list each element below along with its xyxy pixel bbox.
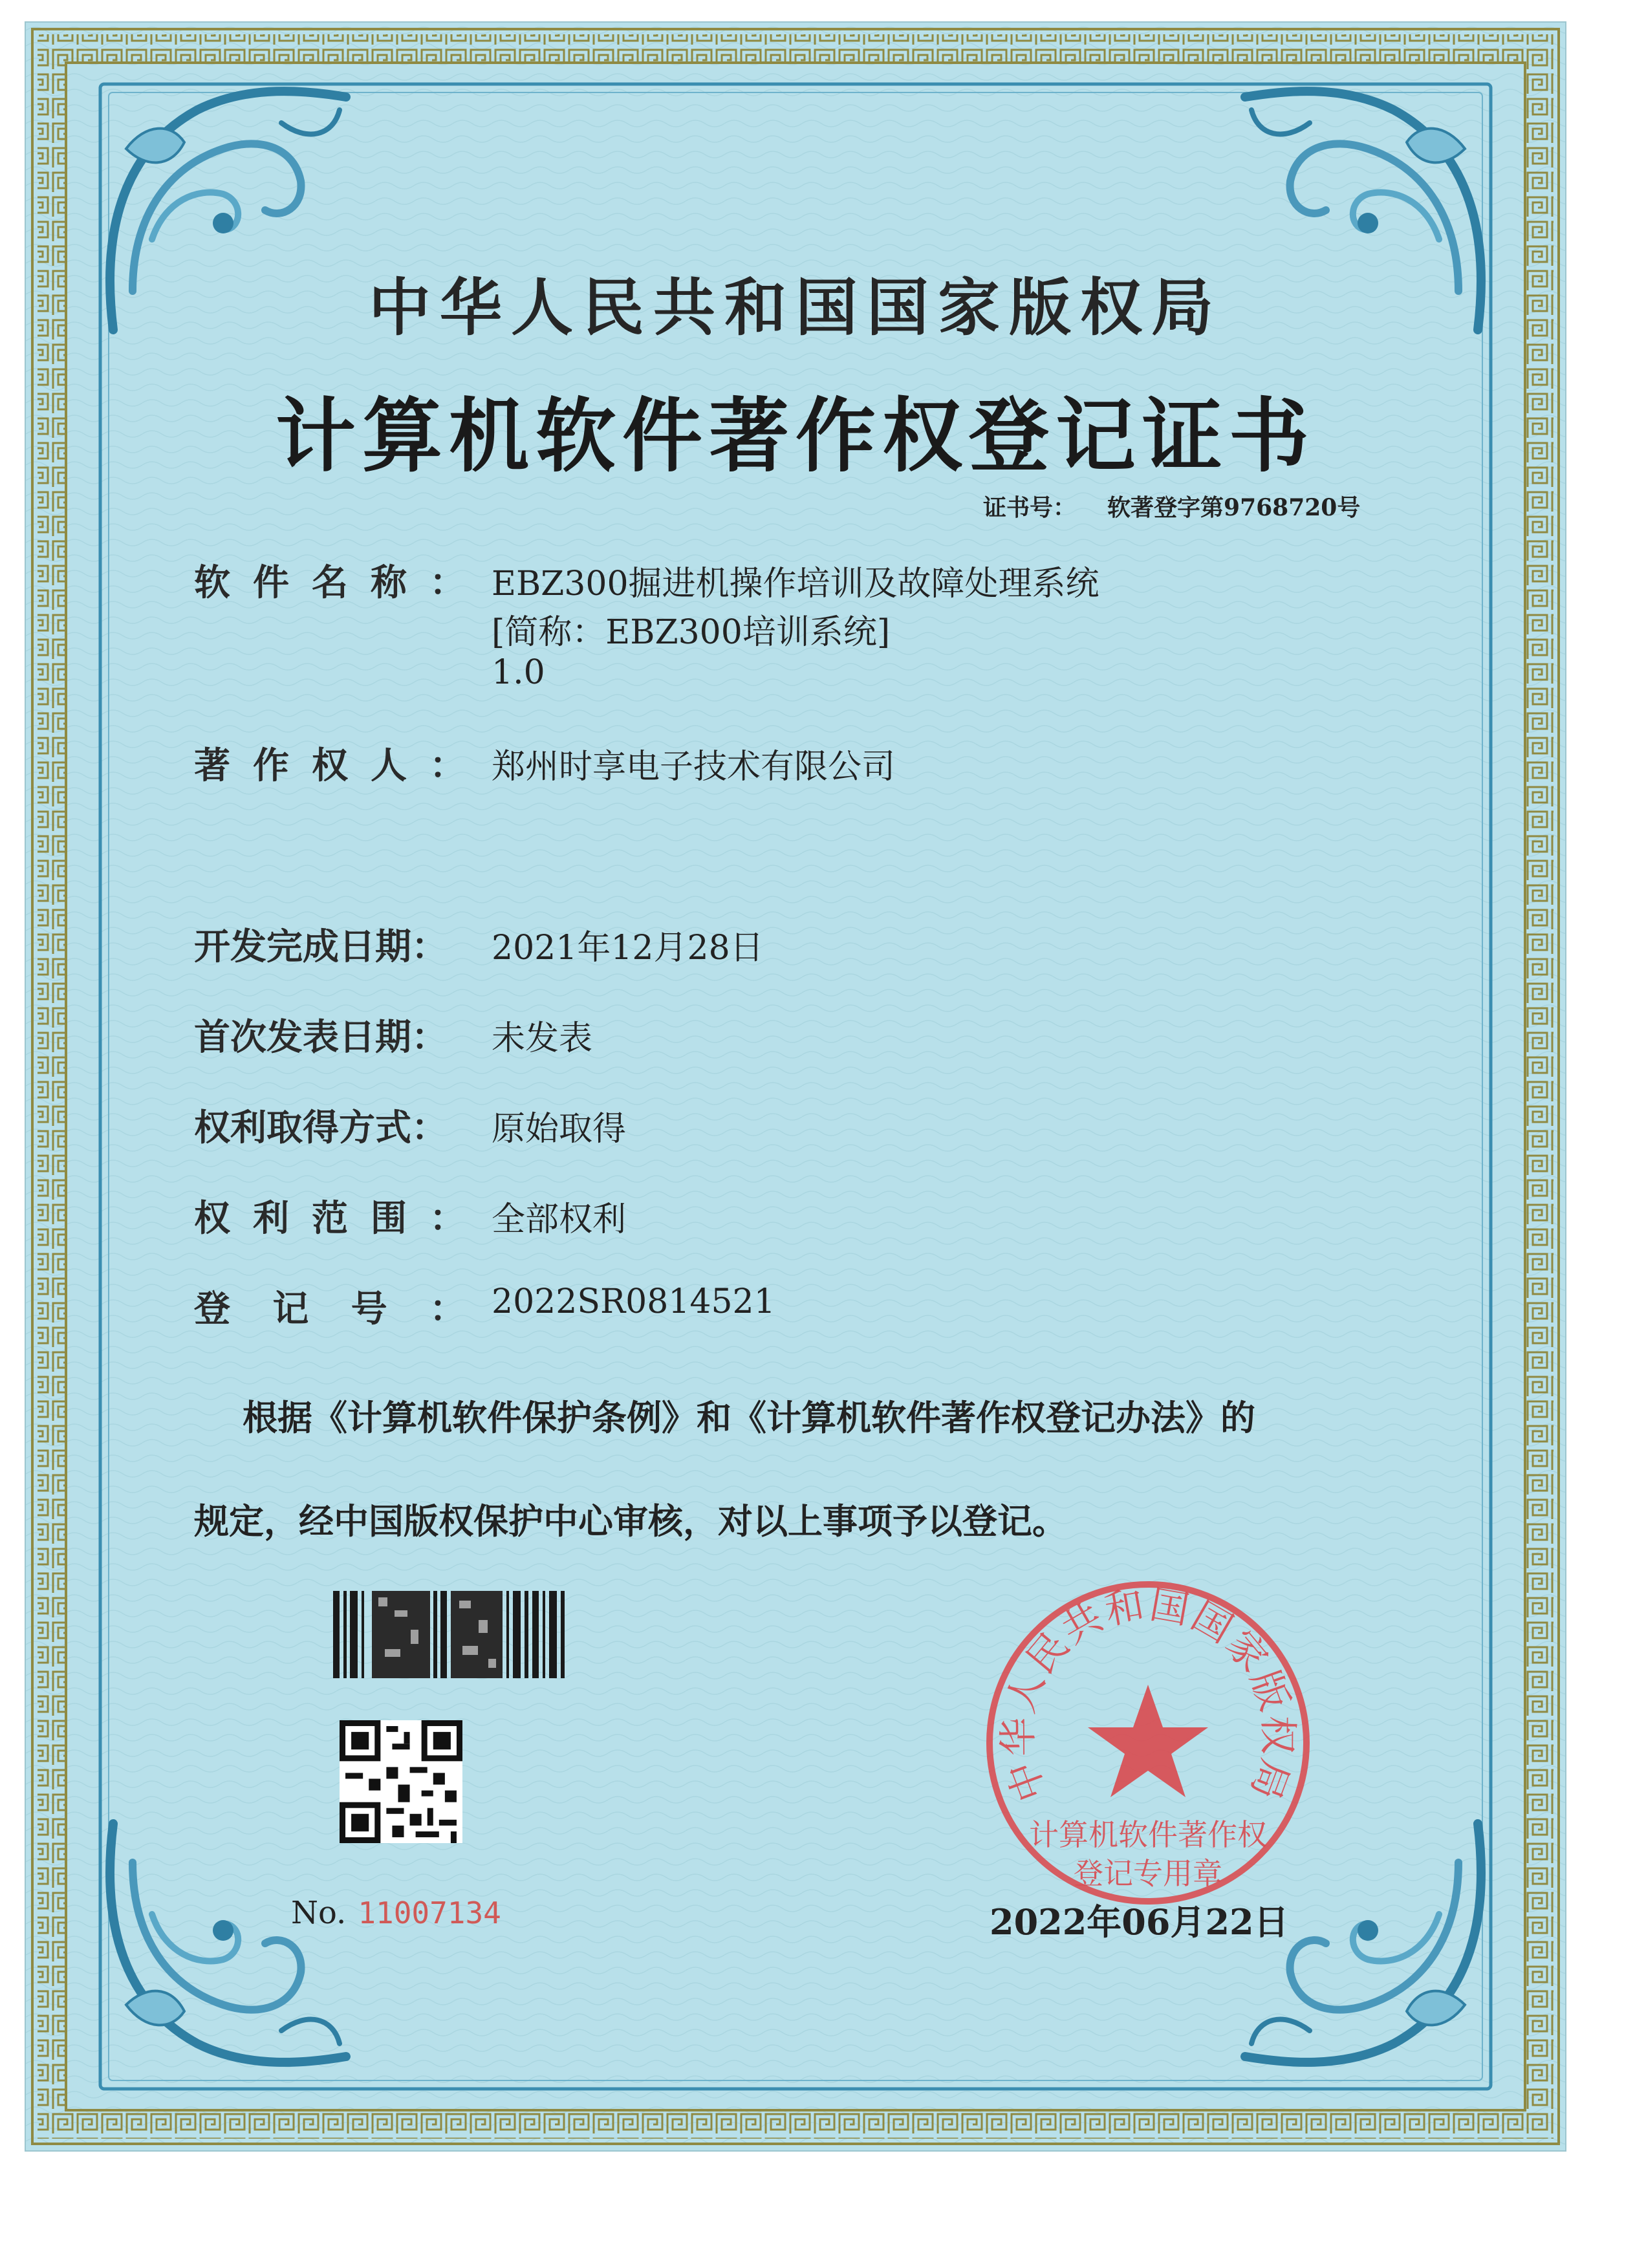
corner-ornament-bottom-left (87, 1798, 372, 2082)
completion-date-value: 2021年12月28日 (492, 929, 764, 967)
legal-basis-line-1: 根据《计算机软件保护条例》和《计算机软件著作权登记办法》的 (243, 1397, 1255, 1438)
acquisition-value: 原始取得 (492, 1110, 627, 1149)
software-name-value: EBZ300掘进机操作培训及故障处理系统 (492, 565, 1099, 603)
registration-number-value: 2022SR0814521 (492, 1282, 775, 1321)
official-seal (980, 1575, 1316, 1911)
barcode-icon (333, 1591, 569, 1678)
registration-number-label: 登 记 号 ： (194, 1288, 466, 1330)
serial-number (291, 1895, 501, 1931)
certificate-title: 计算机软件著作权登记证书 (275, 389, 1316, 483)
software-short-name-value: [简称：EBZ300培训系统] (492, 613, 891, 652)
first-publication-label: 首次发表日期： (194, 1016, 448, 1059)
certificate-number (983, 490, 1360, 523)
acquisition-label: 权利取得方式： (194, 1107, 448, 1149)
star-icon (1088, 1685, 1208, 1797)
serial-number-value: 11007134 (358, 1895, 501, 1930)
certificate (26, 23, 1565, 2150)
owner-label: 著 作 权 人 ： (194, 744, 466, 787)
issue-date: 2022年06月22日 (990, 1901, 1289, 1943)
certificate-number-label: 证书号： (983, 494, 1077, 521)
seal-outer-text: 中华人民共和国国家版权局 (995, 1582, 1301, 1808)
owner-value: 郑州时享电子技术有限公司 (492, 748, 896, 786)
scope-label: 权 利 范 围 ： (194, 1197, 466, 1240)
certificate-number-value: 软著登字第9768720号 (1107, 494, 1361, 521)
qr-code-icon (340, 1720, 462, 1843)
seal-inner-line-1: 计算机软件著作权 (1029, 1817, 1267, 1852)
first-publication-value: 未发表 (492, 1019, 593, 1058)
scope-value: 全部权利 (492, 1200, 627, 1239)
issuer-heading: 中华人民共和国国家版权局 (369, 271, 1222, 344)
serial-number-label: No. (291, 1895, 347, 1931)
software-name-label: 软 件 名 称 ： (194, 561, 466, 604)
legal-basis-line-2: 规定，经中国版权保护中心审核，对以上事项予以登记。 (194, 1500, 1067, 1542)
completion-date-label: 开发完成日期： (194, 925, 448, 968)
seal-inner-line-2: 登记专用章 (1074, 1856, 1222, 1891)
software-version-value: 1.0 (492, 653, 545, 692)
